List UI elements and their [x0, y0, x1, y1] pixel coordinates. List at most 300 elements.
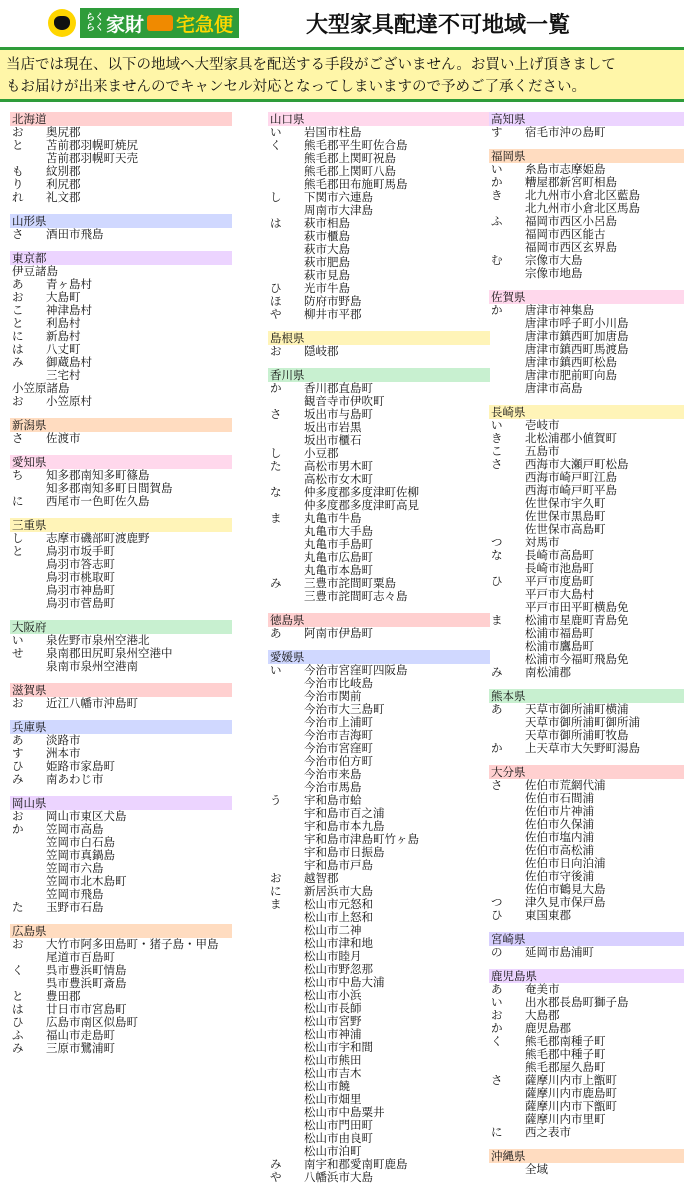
area-row	[268, 1067, 490, 1080]
kana-index	[268, 243, 304, 256]
kana-index: さ	[12, 227, 24, 241]
prefecture-heading: 鹿児島県	[489, 969, 684, 983]
area-row	[268, 1015, 490, 1028]
area-name: 唐津市鎮西町加唐島	[525, 329, 629, 343]
kana-index: ち	[12, 468, 24, 482]
kana-index: 伊豆諸島	[12, 264, 58, 278]
kana-index	[268, 1041, 304, 1054]
area-name: 宇和島市蛤	[304, 793, 362, 807]
area-row	[268, 1171, 490, 1184]
area-name: 松浦市星鹿町青島免	[525, 613, 629, 627]
area-name: 萩市櫃島	[304, 229, 350, 243]
area-row	[268, 460, 490, 473]
area-name: 洲本市	[46, 746, 81, 760]
area-row	[489, 382, 684, 395]
area-name: 三豊市詫間町志々島	[304, 589, 408, 603]
kana-index: と	[12, 989, 24, 1003]
kana-index	[489, 497, 525, 510]
area-name: 酒田市飛島	[46, 227, 104, 241]
kana-index	[489, 844, 525, 857]
prefecture-heading: 福岡県	[489, 149, 684, 163]
prefecture-section	[10, 796, 232, 914]
area-name: 笠岡市真鍋島	[46, 848, 115, 862]
area-name: 呉市豊浜町情島	[46, 963, 127, 977]
kana-index: れ	[12, 190, 24, 204]
kana-index	[268, 976, 304, 989]
kana-index: む	[491, 253, 503, 267]
area-name: 熊毛郡平生町佐合島	[304, 138, 408, 152]
kana-index	[489, 267, 525, 280]
area-row	[268, 345, 490, 358]
kana-index	[268, 421, 304, 434]
area-name: 松山市畑里	[304, 1092, 362, 1106]
kana-index: さ	[491, 457, 503, 471]
prefecture-section	[10, 924, 232, 1055]
kana-index: か	[491, 1021, 503, 1035]
area-row	[10, 558, 232, 571]
kana-index: ひ	[12, 1015, 24, 1029]
area-row	[489, 896, 684, 909]
prefecture-heading: 徳島県	[268, 613, 490, 627]
area-name: 知多郡南知多町日間賀島	[46, 481, 173, 495]
kana-index	[268, 768, 304, 781]
prefecture-section	[10, 518, 232, 610]
area-name: 南宇和郡愛南町鹿島	[304, 1157, 408, 1171]
kana-index: た	[270, 459, 282, 473]
prefecture-heading: 愛媛県	[268, 650, 490, 664]
kana-index: お	[12, 696, 24, 710]
area-name: 松浦市鷹島町	[525, 639, 594, 653]
area-name: 糟屋郡新宮町相島	[525, 175, 617, 189]
area-row	[489, 1126, 684, 1139]
area-name: 薩摩川内市鹿島町	[525, 1086, 617, 1100]
area-name: 光市牛島	[304, 281, 350, 295]
area-row	[268, 859, 490, 872]
kana-index: こ	[12, 303, 24, 317]
logo-text-a: 家財	[106, 13, 145, 36]
area-name: 熊毛郡南種子町	[525, 1034, 606, 1048]
kana-index: み	[270, 576, 282, 590]
kana-index: す	[12, 746, 24, 760]
area-name: 壱岐市	[525, 418, 560, 432]
kana-index	[489, 330, 525, 343]
kana-index	[268, 1080, 304, 1093]
area-name: 松山市神浦	[304, 1027, 362, 1041]
area-name: 天草市御所浦町御所浦	[525, 715, 640, 729]
area-name: 宇和島市戸島	[304, 858, 373, 872]
area-name: 天草市御所浦町横浦	[525, 702, 629, 716]
area-name: 平戸市度島町	[525, 574, 594, 588]
area-name: 近江八幡市沖島町	[46, 696, 138, 710]
area-name: 南あわじ市	[46, 772, 104, 786]
area-name: 佐伯市日向泊浦	[525, 856, 606, 870]
kana-index: く	[270, 138, 282, 152]
area-name: 北松浦郡小値賀町	[525, 431, 617, 445]
prefecture-heading: 北海道	[10, 112, 232, 126]
prefecture-section	[10, 251, 232, 408]
area-name: 松山市睦月	[304, 949, 362, 963]
area-name: 泉南郡田尻町泉州空港中	[46, 646, 173, 660]
area-name: 五島市	[525, 444, 560, 458]
kana-index: は	[12, 1002, 24, 1016]
area-name: 出水郡長島町獅子島	[525, 995, 629, 1009]
kana-index	[268, 1132, 304, 1145]
area-row	[10, 849, 232, 862]
area-row	[268, 1106, 490, 1119]
prefecture-heading: 佐賀県	[489, 290, 684, 304]
kana-index	[268, 256, 304, 269]
kana-index	[10, 584, 46, 597]
area-row	[489, 241, 684, 254]
area-row	[268, 976, 490, 989]
area-name: 全域	[525, 1162, 548, 1176]
kana-index	[268, 833, 304, 846]
area-name: 鳥羽市神島町	[46, 583, 115, 597]
area-name: 平戸市大島村	[525, 587, 594, 601]
area-row	[268, 729, 490, 742]
prefecture-section	[489, 932, 684, 959]
kana-index	[489, 857, 525, 870]
prefecture-section	[268, 331, 490, 358]
kana-index	[10, 571, 46, 584]
area-name: 福岡市西区能古	[525, 227, 606, 241]
kana-index: か	[491, 175, 503, 189]
area-name: 鳥羽市桃取町	[46, 570, 115, 584]
area-name: 隠岐郡	[304, 344, 339, 358]
area-row	[10, 356, 232, 369]
area-name: 西尾市一色町佐久島	[46, 494, 150, 508]
area-row	[489, 653, 684, 666]
area-name: 今治市馬島	[304, 780, 362, 794]
area-row	[268, 1132, 490, 1145]
area-name: 薩摩川内市里町	[525, 1112, 606, 1126]
area-name: 笠岡市高島	[46, 822, 104, 836]
area-name: 長崎市池島町	[525, 561, 594, 575]
kana-index	[268, 846, 304, 859]
kana-index	[268, 1054, 304, 1067]
area-name: 今治市来島	[304, 767, 362, 781]
prefecture-heading: 長崎県	[489, 405, 684, 419]
area-name: 松山市上怒和	[304, 910, 373, 924]
kana-index: や	[270, 307, 282, 321]
kana-index: み	[270, 1157, 282, 1171]
area-row	[268, 512, 490, 525]
sofa-icon	[147, 15, 173, 31]
area-name: 福山市走島町	[46, 1028, 115, 1042]
prefecture-heading: 山形県	[10, 214, 232, 228]
kana-index: に	[270, 884, 282, 898]
kana-index: あ	[270, 626, 282, 640]
area-name: 佐伯市守後浦	[525, 869, 594, 883]
area-name: 熊毛郡上関町八島	[304, 164, 396, 178]
kana-index: と	[12, 544, 24, 558]
area-row	[10, 888, 232, 901]
kana-index: く	[12, 963, 24, 977]
area-name: 松山市二神	[304, 923, 362, 937]
area-row	[268, 898, 490, 911]
kana-index	[268, 716, 304, 729]
kana-index	[489, 369, 525, 382]
area-row	[268, 204, 490, 217]
kana-index: か	[270, 381, 282, 395]
prefecture-heading: 宮崎県	[489, 932, 684, 946]
area-name: 岩国市柱島	[304, 125, 362, 139]
kana-index	[268, 1002, 304, 1015]
kana-index: ほ	[270, 294, 282, 308]
area-name: 萩市肥島	[304, 255, 350, 269]
area-row	[10, 265, 232, 278]
kana-index	[489, 1048, 525, 1061]
area-name: 薩摩川内市上甑町	[525, 1073, 617, 1087]
area-row	[10, 165, 232, 178]
area-name: 福岡市西区玄界島	[525, 240, 617, 254]
prefecture-section	[268, 613, 490, 640]
area-row	[268, 295, 490, 308]
area-name: 松山市元怒和	[304, 897, 373, 911]
kana-index	[489, 716, 525, 729]
area-name: 新島村	[46, 329, 81, 343]
prefecture-section	[10, 214, 232, 241]
area-name: 宗像市大島	[525, 253, 583, 267]
prefecture-section	[489, 149, 684, 280]
area-name: 松山市泊町	[304, 1144, 362, 1158]
area-row	[10, 875, 232, 888]
area-name: 香川郡直島町	[304, 381, 373, 395]
area-name: 唐津市高島	[525, 381, 583, 395]
kana-index	[489, 228, 525, 241]
kana-index: さ	[270, 407, 282, 421]
area-row	[10, 938, 232, 951]
area-name: 泉南市泉州空港南	[46, 659, 138, 673]
area-name: 松山市長師	[304, 1001, 362, 1015]
kana-index	[268, 729, 304, 742]
area-row	[10, 734, 232, 747]
kana-index	[268, 1067, 304, 1080]
area-name: 唐津市神集島	[525, 303, 594, 317]
area-row	[268, 434, 490, 447]
area-row	[268, 230, 490, 243]
prefecture-heading: 三重県	[10, 518, 232, 532]
area-name: 唐津市鎮西町松島	[525, 355, 617, 369]
area-name: 佐伯市石間浦	[525, 791, 594, 805]
column-3	[489, 112, 684, 1186]
kana-index: し	[270, 190, 282, 204]
area-name: 越智郡	[304, 871, 339, 885]
area-name: 紋別郡	[46, 164, 81, 178]
area-name: 松山市宇和間	[304, 1040, 373, 1054]
kana-index	[489, 1100, 525, 1113]
kana-index: 小笠原諸島	[12, 381, 70, 395]
area-row	[268, 499, 490, 512]
area-row	[268, 768, 490, 781]
prefecture-section	[489, 1149, 684, 1176]
kana-index	[10, 836, 46, 849]
area-row	[489, 432, 684, 445]
area-name: 神津島村	[46, 303, 92, 317]
area-name: 佐伯市鶴見大島	[525, 882, 606, 896]
area-row	[489, 254, 684, 267]
kana-index: な	[270, 485, 282, 499]
kana-index	[268, 742, 304, 755]
area-name: 松山市門田町	[304, 1118, 373, 1132]
kana-index	[489, 356, 525, 369]
area-name: 上天草市大矢野町湯島	[525, 741, 640, 755]
kana-index	[10, 558, 46, 571]
area-name: 佐伯市塩内浦	[525, 830, 594, 844]
notice-banner	[0, 50, 684, 102]
area-name: 唐津市肥前町向島	[525, 368, 617, 382]
area-name: 糸島市志摩姫島	[525, 162, 606, 176]
kana-index: ま	[491, 613, 503, 627]
area-row	[10, 760, 232, 773]
area-row	[268, 308, 490, 321]
kana-index: に	[12, 494, 24, 508]
area-row	[268, 1158, 490, 1171]
area-name: 松山市中島粟井	[304, 1105, 385, 1119]
area-name: 鳥羽市菅島町	[46, 596, 115, 610]
prefecture-heading: 新潟県	[10, 418, 232, 432]
area-name: 松浦市今福町飛島免	[525, 652, 629, 666]
kana-index: と	[12, 138, 24, 152]
prefecture-heading: 香川県	[268, 368, 490, 382]
area-row	[268, 1054, 490, 1067]
area-row	[268, 282, 490, 295]
area-name: 津久見市保戸島	[525, 895, 606, 909]
prefecture-heading: 滋賀県	[10, 683, 232, 697]
prefecture-section	[10, 418, 232, 445]
area-row	[268, 703, 490, 716]
kana-index	[268, 820, 304, 833]
kana-index	[489, 471, 525, 484]
kana-index: し	[270, 446, 282, 460]
area-row	[10, 977, 232, 990]
area-name: 広島市南区似島町	[46, 1015, 138, 1029]
area-name: 坂出市岩黒	[304, 420, 362, 434]
area-name: 宇和島市日振島	[304, 845, 385, 859]
prefecture-heading: 島根県	[268, 331, 490, 345]
area-name: 平戸市田平町横島免	[525, 600, 629, 614]
area-row	[268, 1028, 490, 1041]
prefecture-heading: 山口県	[268, 112, 490, 126]
logo-text-b: 宅急便	[176, 13, 234, 36]
area-row	[10, 545, 232, 558]
kana-index: せ	[12, 646, 24, 660]
kana-index: う	[270, 793, 282, 807]
kana-index	[268, 950, 304, 963]
area-row	[10, 432, 232, 445]
area-name: 笠岡市北木島町	[46, 874, 127, 888]
area-row	[268, 256, 490, 269]
area-name: 天草市御所浦町牧島	[525, 728, 629, 742]
kana-index	[10, 849, 46, 862]
kana-index	[489, 1163, 525, 1176]
area-row	[268, 1041, 490, 1054]
kana-index: く	[491, 1034, 503, 1048]
prefecture-heading: 熊本県	[489, 689, 684, 703]
area-name: 佐世保市高島町	[525, 522, 606, 536]
kana-index: さ	[12, 431, 24, 445]
prefecture-heading: 高知県	[489, 112, 684, 126]
area-name: 松山市熊田	[304, 1053, 362, 1067]
kana-index: あ	[12, 277, 24, 291]
prefecture-section	[10, 112, 232, 204]
area-name: 姫路市家島町	[46, 759, 115, 773]
area-name: 観音寺市伊吹町	[304, 394, 385, 408]
prefecture-section	[489, 405, 684, 679]
area-row	[268, 742, 490, 755]
area-row	[268, 1080, 490, 1093]
area-name: 淡路市	[46, 733, 81, 747]
kana-index: か	[491, 741, 503, 755]
area-name: 松山市津和地	[304, 936, 373, 950]
area-name: 松山市宮野	[304, 1014, 362, 1028]
area-row	[10, 823, 232, 836]
area-name: 三豊市詫間町粟島	[304, 576, 396, 590]
kana-index: い	[270, 125, 282, 139]
area-name: 松山市小浜	[304, 988, 362, 1002]
area-name: 八丈町	[46, 342, 81, 356]
kana-index: と	[12, 316, 24, 330]
prefecture-heading: 沖縄県	[489, 1149, 684, 1163]
kana-index: お	[270, 871, 282, 885]
kana-index	[489, 510, 525, 523]
area-name: 佐世保市宇久町	[525, 496, 606, 510]
area-name: 三宅村	[46, 368, 81, 382]
area-row	[10, 1016, 232, 1029]
area-name: 丸亀市手島町	[304, 537, 373, 551]
area-name: 尾道市百島町	[46, 950, 115, 964]
kana-index	[10, 660, 46, 673]
area-name: 薩摩川内市下甑町	[525, 1099, 617, 1113]
kana-index	[268, 551, 304, 564]
prefecture-section	[489, 969, 684, 1139]
area-row	[10, 747, 232, 760]
kana-index	[10, 875, 46, 888]
area-name: 熊毛郡上関町祝島	[304, 151, 396, 165]
kana-index	[268, 677, 304, 690]
kana-index: い	[270, 663, 282, 677]
logo-box	[80, 8, 239, 38]
kana-index	[489, 831, 525, 844]
area-row	[268, 989, 490, 1002]
kana-index: ひ	[491, 908, 503, 922]
kana-index: み	[12, 772, 24, 786]
kana-index	[268, 989, 304, 1002]
kana-index: ひ	[12, 759, 24, 773]
kana-index	[268, 590, 304, 603]
area-row	[489, 126, 684, 139]
area-row	[10, 152, 232, 165]
area-name: 笠岡市飛島	[46, 887, 104, 901]
area-name: 佐伯市高松浦	[525, 843, 594, 857]
kana-index	[489, 640, 525, 653]
area-name: 丸亀市牛島	[304, 511, 362, 525]
kana-index	[268, 1028, 304, 1041]
kana-index: に	[12, 329, 24, 343]
kana-index: い	[12, 633, 24, 647]
area-row	[268, 590, 490, 603]
area-name: 三原市鷺浦町	[46, 1041, 115, 1055]
kana-index: か	[491, 303, 503, 317]
kana-index: み	[12, 1041, 24, 1055]
kana-index: あ	[491, 702, 503, 716]
area-row	[489, 946, 684, 959]
area-name: 阿南市伊島町	[304, 626, 373, 640]
prefecture-section	[10, 620, 232, 673]
kana-index	[268, 152, 304, 165]
area-row	[10, 495, 232, 508]
area-name: 萩市見島	[304, 268, 350, 282]
